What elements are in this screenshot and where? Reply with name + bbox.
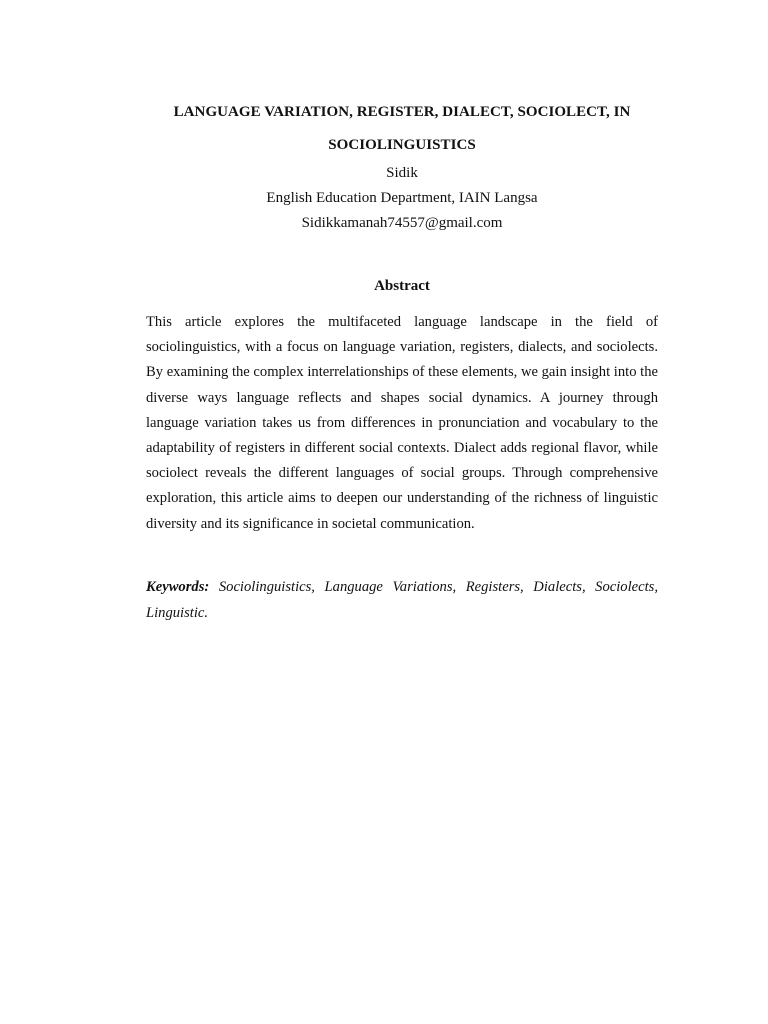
paper-title: LANGUAGE VARIATION, REGISTER, DIALECT, SOCIOLECT, IN SOCIOLINGUISTICS: [173, 104, 631, 153]
author-name: Sidik: [386, 165, 418, 181]
abstract-text: This article explores the multifaceted language landscape in the field of sociolinguistics, with a focus on language variation, registers, dialects, and sociolects. By examining the complex interrelationships of these elements, we gain insight into the diverse ways language reflects and shapes social dynamics. A journey through language variation takes us from differences in pronunciation and vocabulary to the adaptability of registers in different social contexts. Dialect adds regional flavor, while sociolect reveals the different languages of social groups. Through comprehensive exploration, this article aims to deepen our understanding of the richness of linguistic diversity and its significance in societal communication.: [146, 314, 658, 532]
keywords-label: Keywords:: [146, 579, 210, 595]
keywords-line: [146, 575, 658, 626]
author-email: Sidikkamanah74557@gmail.com: [301, 215, 503, 231]
keywords-list: Sociolinguistics, Language Variations, Registers, Dialects, Sociolects, Linguistic.: [146, 579, 658, 621]
abstract-heading: Abstract: [374, 278, 430, 294]
author-affiliation: English Education Department, IAIN Langsa: [266, 190, 538, 206]
